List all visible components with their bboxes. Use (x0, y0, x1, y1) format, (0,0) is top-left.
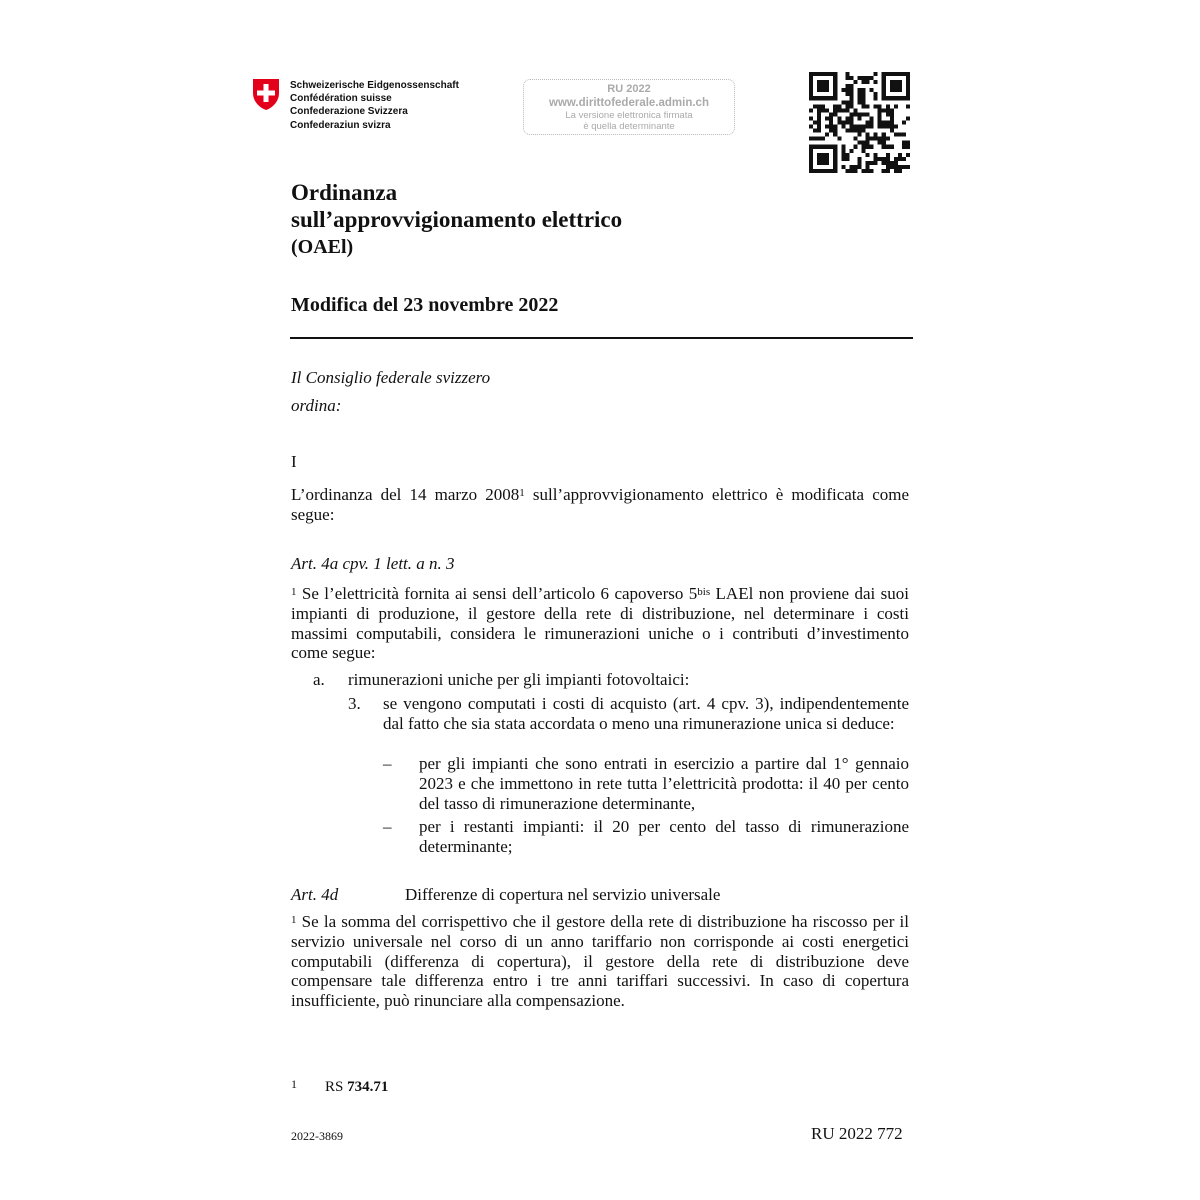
confederation-name-block (290, 79, 459, 132)
title-line-2: sull’approvvigionamento elettrico (291, 207, 623, 232)
stamp-line-3: La versione elettronica firmata (565, 110, 693, 121)
article-4d-paragraph-1 (291, 912, 909, 1011)
stamp-line-4: è quella determinante (583, 121, 675, 132)
number-3-text: se vengono computati i costi di acquisto (art. 4 cpv. 3), indipendentemente dal fatto che sia stata accordata o meno una rimunerazione unica si deduce: (383, 694, 909, 733)
dash-item-1: per gli impianti che sono entrati in esercizio a partire dal 1° gennaio 2023 e che immettono in rete tutta l’elettricità prodotta: il 40 per cento del tasso di rimunerazione determinante, (419, 754, 909, 813)
footnote-text (325, 1079, 388, 1096)
dash-item-2: per i restanti impianti: il 20 per cento del tasso di rimunerazione determinante; (419, 817, 909, 856)
confederation-name-it: Confederazione Svizzera (290, 106, 408, 118)
preamble-council: Il Consiglio federale svizzero (291, 368, 491, 387)
document-title (291, 179, 622, 233)
article-4d-heading: Art. 4d (291, 885, 339, 904)
section-number: I (291, 452, 297, 471)
superscript-bis: bis (697, 586, 711, 598)
dash-marker-2: – (383, 817, 392, 836)
letter-a-marker: a. (313, 670, 325, 689)
footnote-prefix: RS (325, 1079, 348, 1095)
section-intro (291, 485, 909, 525)
electronic-version-stamp (523, 79, 735, 135)
letter-a-text: rimunerazioni uniche per gli impianti fotovoltaici: (348, 670, 690, 689)
paragraph-number: 1 (291, 586, 297, 598)
title-abbreviation: (OAEl) (291, 236, 354, 258)
qr-code-icon (809, 72, 910, 173)
amendment-date: Modifica del 23 novembre 2022 (291, 294, 559, 316)
confederation-name-de: Schweizerische Eidgenossenschaft (290, 80, 459, 91)
paragraph-text-after: LAEl non proviene dai suoi impianti di produzione, il gestore della rete di distribuzione, nel determinare i costi massimi computabili, considera le rimunerazioni uniche o i contributi d’investimento come segue: (291, 584, 909, 663)
document-code: 2022-3869 (291, 1129, 343, 1143)
confederation-name-fr: Confédération suisse (290, 93, 392, 105)
paragraph-text: Se la somma del corrispettivo che il gestore della rete di distribuzione ha riscosso per il servizio universale nel corso di un anno tariffario non corrisponde ai costi energetici computabili (differenza di copertura), il gestore della rete di distribuzione deve compensare tale differenza entro i tre anni tariffari successivi. In caso di copertura insufficiente, può rinunciare alla compensazione. (291, 912, 909, 1011)
footnote-number: 1 (291, 1077, 297, 1091)
page-reference: RU 2022 772 (811, 1124, 903, 1143)
title-divider (290, 337, 913, 339)
intro-text-before: L’ordinanza del 14 marzo 2008 (291, 485, 520, 504)
footnote-reference: 734.71 (347, 1079, 389, 1095)
article-4a-heading: Art. 4a cpv. 1 lett. a n. 3 (291, 554, 455, 573)
paragraph-text-before: Se l’elettricità fornita ai sensi dell’articolo 6 capoverso 5 (296, 584, 698, 603)
confederation-name-rm: Confederaziun svizra (290, 119, 391, 131)
intro-text-after: sull’approvvigionamento elettrico è modificata come segue: (291, 485, 910, 524)
swiss-coat-of-arms-icon (252, 78, 280, 111)
stamp-line-1: RU 2022 (607, 83, 651, 95)
article-4d-title: Differenze di copertura nel servizio universale (405, 885, 721, 904)
number-3-marker: 3. (348, 694, 361, 713)
article-4a-paragraph-1 (291, 584, 909, 663)
stamp-line-2: www.dirittofederale.admin.ch (549, 97, 709, 109)
title-line-1: Ordinanza (291, 180, 398, 205)
paragraph-number: 1 (291, 914, 297, 926)
preamble-decree: ordina: (291, 396, 342, 415)
dash-marker-1: – (383, 754, 392, 773)
footnote-ref: 1 (519, 487, 525, 499)
